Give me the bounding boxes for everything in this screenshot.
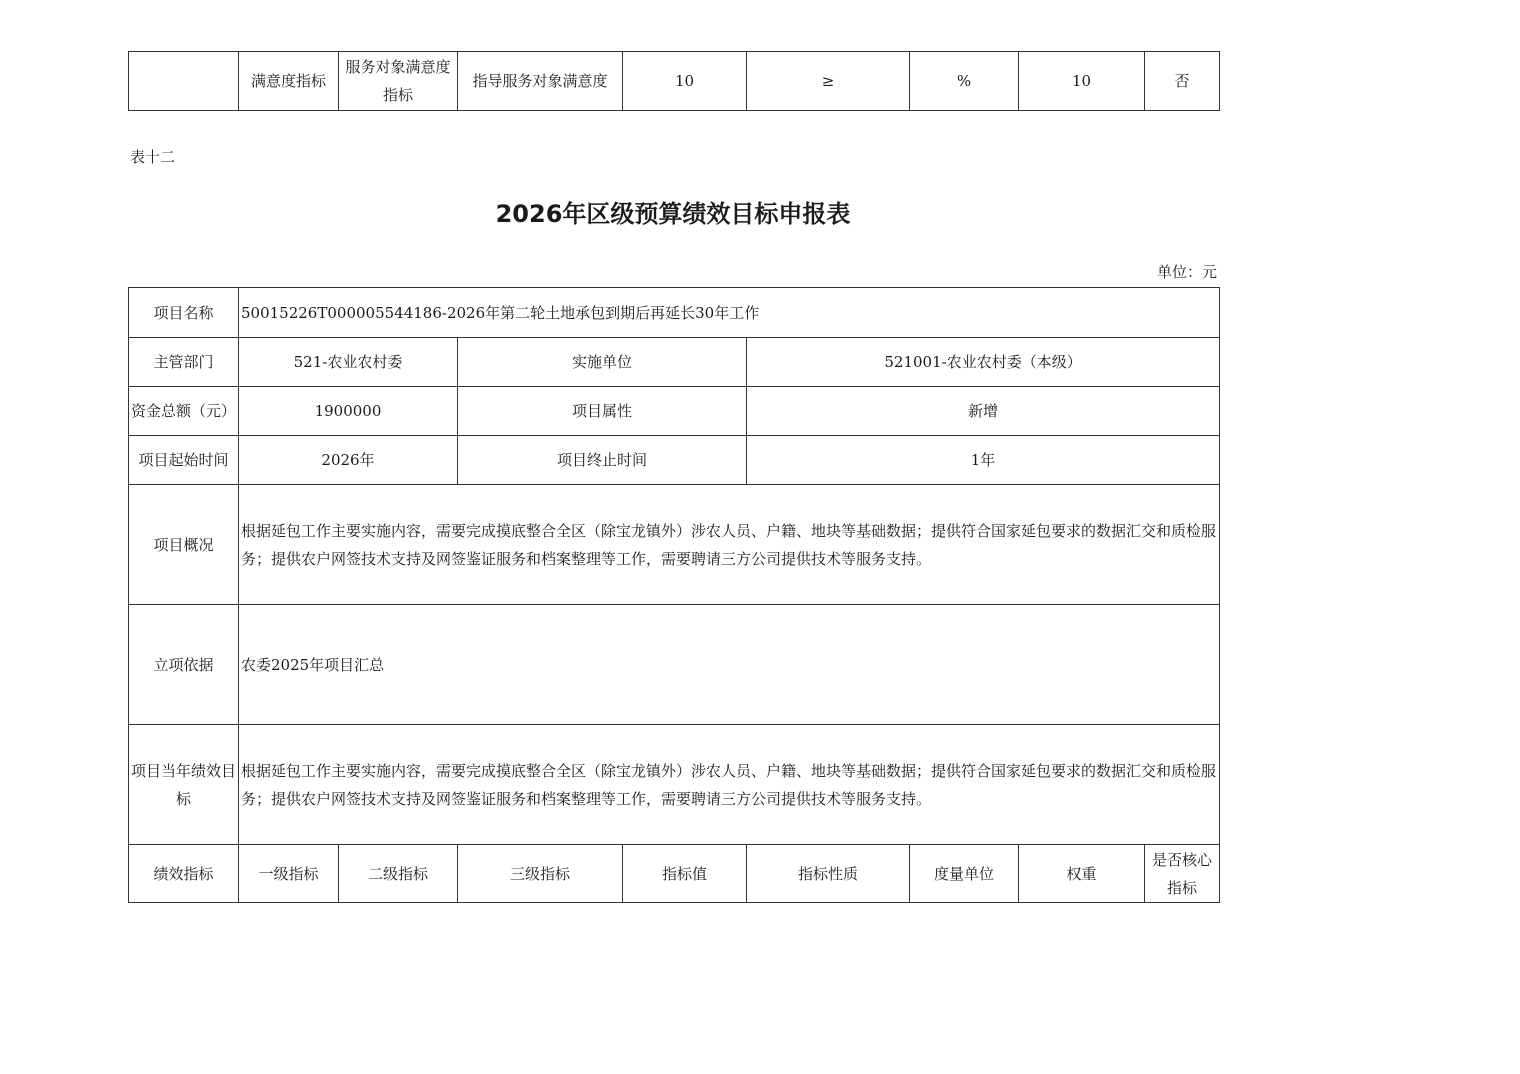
cell-level1-indicator: 满意度指标 [239,52,339,111]
header-indicator-nature: 指标性质 [747,845,910,903]
department-value: 521-农业农村委 [239,338,458,387]
cell-indicator-nature: ≥ [747,52,910,111]
end-time-value: 1年 [747,436,1220,485]
annual-goal-label: 项目当年绩效目标 [129,725,239,845]
cell-indicator-value: 10 [623,52,747,111]
header-indicator-value: 指标值 [623,845,747,903]
table-row [129,52,1220,111]
cell-is-core: 否 [1145,52,1220,111]
header-level2: 二级指标 [339,845,458,903]
cell-blank [129,52,239,111]
page-title: 2026年区级预算绩效目标申报表 [495,200,851,228]
cell-unit: % [910,52,1019,111]
header-level1: 一级指标 [239,845,339,903]
fund-total-value: 1900000 [239,387,458,436]
previous-table-continuation [128,51,1220,111]
table-row [129,288,1220,338]
table-row [129,725,1220,845]
basis-value: 农委2025年项目汇总 [239,605,1220,725]
table-row [129,485,1220,605]
indicator-header-row [129,845,1220,903]
header-performance-indicator: 绩效指标 [129,845,239,903]
implementer-label: 实施单位 [458,338,747,387]
project-name-label: 项目名称 [129,288,239,338]
project-attribute-label: 项目属性 [458,387,747,436]
cell-level3-indicator: 指导服务对象满意度 [458,52,623,111]
overview-value: 根据延包工作主要实施内容，需要完成摸底整合全区（除宝龙镇外）涉农人员、户籍、地块等基础数据；提供符合国家延包要求的数据汇交和质检服务；提供农户网签技术支持及网签鉴证服务和档案整理等工作，需要聘请三方公司提供技术等服务支持。 [239,485,1220,605]
header-measure-unit: 度量单位 [910,845,1019,903]
end-time-label: 项目终止时间 [458,436,747,485]
budget-performance-table [128,287,1220,903]
cell-weight: 10 [1019,52,1145,111]
table-number-label: 表十二 [130,148,176,166]
header-level3: 三级指标 [458,845,623,903]
annual-goal-value: 根据延包工作主要实施内容，需要完成摸底整合全区（除宝龙镇外）涉农人员、户籍、地块等基础数据；提供符合国家延包要求的数据汇交和质检服务；提供农户网签技术支持及网签鉴证服务和档案整理等工作，需要聘请三方公司提供技术等服务支持。 [239,725,1220,845]
implementer-value: 521001-农业农村委（本级） [747,338,1220,387]
unit-label: 单位：元 [1156,263,1217,281]
start-time-label: 项目起始时间 [129,436,239,485]
table-row [129,338,1220,387]
header-is-core: 是否核心指标 [1145,845,1220,903]
department-label: 主管部门 [129,338,239,387]
table-row [129,605,1220,725]
table-row [129,436,1220,485]
basis-label: 立项依据 [129,605,239,725]
table-row [129,387,1220,436]
project-name-value: 50015226T000005544186-2026年第二轮土地承包到期后再延长30年工作 [239,288,1220,338]
cell-level2-indicator: 服务对象满意度指标 [339,52,458,111]
fund-total-label: 资金总额（元） [129,387,239,436]
overview-label: 项目概况 [129,485,239,605]
header-weight: 权重 [1019,845,1145,903]
start-time-value: 2026年 [239,436,458,485]
project-attribute-value: 新增 [747,387,1220,436]
